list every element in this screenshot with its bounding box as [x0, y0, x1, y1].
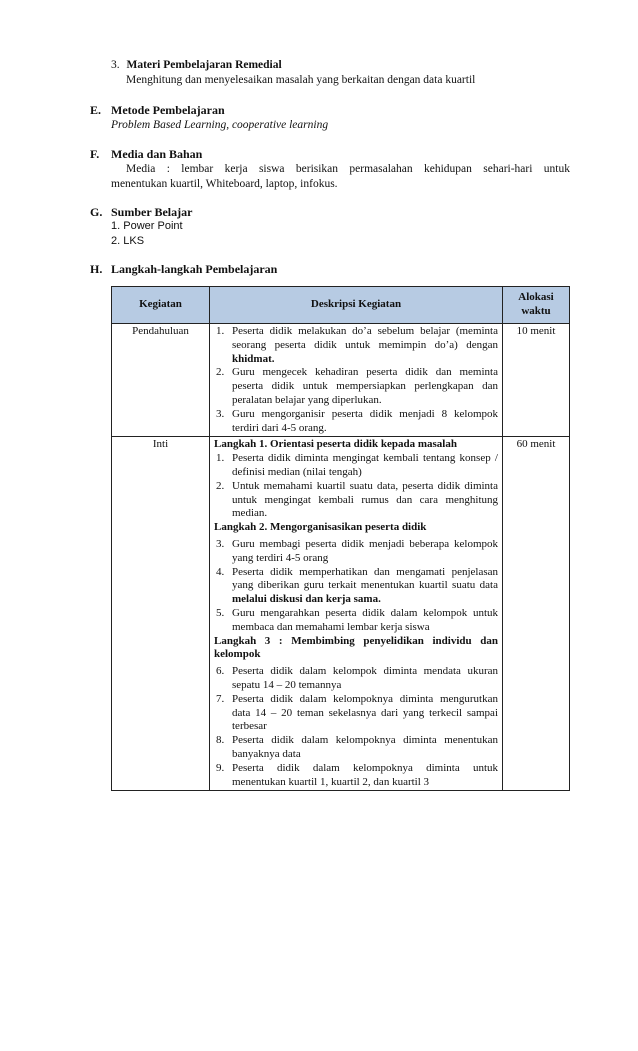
item-number: 1. — [216, 452, 225, 465]
list-item — [214, 665, 498, 693]
section-h-letter: H. — [90, 262, 103, 276]
item-text: Guru membagi peserta didik menjadi beberapa kelompok yang terdiri 4-5 orang — [232, 537, 498, 564]
item-number: 4. — [216, 565, 225, 578]
item-text: Guru mengarahkan peserta didik dalam kelompok untuk membaca dan memahami lembar kerja siswa — [232, 606, 498, 633]
activity-label: Inti — [152, 438, 169, 451]
list-item — [214, 366, 498, 407]
item-bold-text: melalui diskusi dan kerja sama. — [232, 593, 381, 606]
list-item — [214, 734, 498, 762]
source-list-item — [111, 219, 183, 233]
step-2-heading: Langkah 2. Mengorganisasikan peserta didik — [214, 521, 427, 534]
item-number: 9. — [216, 761, 225, 774]
table-header-row — [112, 287, 570, 324]
section-3-number: 3. — [111, 59, 120, 71]
list-item — [214, 762, 498, 790]
source-text: LKS — [123, 235, 145, 247]
table-row-inti — [112, 437, 570, 791]
section-3-heading — [111, 58, 282, 72]
learning-steps-table — [111, 286, 570, 791]
header-deskripsi: Deskripsi Kegiatan — [210, 287, 503, 324]
section-f-letter: F. — [90, 147, 100, 161]
section-h-title: Langkah-langkah Pembelajaran — [111, 262, 278, 276]
table-row-pendahuluan — [112, 324, 570, 437]
list-item — [214, 408, 498, 436]
item-number: 5. — [216, 606, 225, 619]
item-number: 3. — [216, 407, 225, 420]
list-item — [214, 607, 498, 635]
list-item — [214, 538, 498, 566]
item-text: Peserta didik memperhatikan dan mengamati penjelasan yang diberikan guru terkait menentukan kuartil suatu data — [232, 565, 498, 592]
time-allocation: 10 menit — [516, 325, 556, 337]
item-number: 8. — [216, 734, 225, 747]
item-number: 7. — [216, 692, 225, 705]
item-text: Peserta didik dalam kelompoknya diminta mengurutkan data 14 – 20 teman sekelasnya dari yang terkecil sampai terbesar — [232, 692, 498, 733]
item-number: 3. — [216, 537, 225, 550]
item-number: 2. — [216, 366, 225, 379]
header-alokasi: Alokasi waktu — [503, 287, 570, 324]
item-text: Untuk memahami kuartil suatu data, peserta didik diminta untuk mengingat kembali rumus dan cara menghitung median. — [232, 479, 498, 520]
list-item — [214, 325, 498, 366]
item-number: 1. — [216, 325, 225, 337]
item-number: 2. — [216, 479, 225, 492]
step-1-heading: Langkah 1. Orientasi peserta didik kepada masalah — [214, 438, 457, 451]
section-3-text: Menghitung dan menyelesaikan masalah yang berkaitan dengan data kuartil — [126, 74, 476, 86]
item-bold-text: khidmat. — [232, 352, 275, 365]
list-item — [214, 566, 498, 607]
section-f-text-line2: menentukan kuartil, Whiteboard, laptop, infokus. — [111, 178, 338, 190]
item-text: Peserta didik diminta mengingat kembali tentang konsep / definisi median (nilai tengah) — [232, 452, 498, 478]
section-e-letter: E. — [90, 103, 102, 117]
header-kegiatan: Kegiatan — [112, 287, 210, 324]
section-e-title: Metode Pembelajaran — [111, 103, 225, 117]
activity-label: Pendahuluan — [132, 325, 189, 337]
item-text: Peserta didik melakukan do’a sebelum belajar (meminta seorang peserta didik untuk memimpin do’a) dengan — [232, 325, 498, 351]
item-text: Peserta didik dalam kelompok diminta mendata ukuran sepatu 14 – 20 temannya — [232, 665, 498, 691]
source-number: 1. — [111, 220, 121, 232]
list-item — [214, 693, 498, 734]
time-allocation: 60 menit — [516, 438, 556, 451]
item-text: Guru mengecek kehadiran peserta didik dan meminta peserta didik untuk mempersiapkan perlengkapan dan peralatan belajar yang diperlukan. — [232, 366, 498, 406]
item-text: Guru mengorganisir peserta didik menjadi 8 kelompok terdiri dari 4-5 orang. — [232, 407, 498, 434]
item-text: Peserta didik dalam kelompoknya diminta untuk menentukan kuartil 1, kuartil 2, dan kuartil 3 — [232, 761, 498, 788]
source-number: 2. — [111, 235, 121, 247]
list-item — [214, 480, 498, 521]
section-3-title: Materi Pembelajaran Remedial — [126, 59, 282, 71]
section-f-title: Media dan Bahan — [111, 147, 203, 161]
step-3-heading: Langkah 3 : Membimbing penyelidikan individu dan kelompok — [214, 634, 498, 661]
item-number: 6. — [216, 665, 225, 678]
item-text: Peserta didik dalam kelompoknya diminta menentukan banyaknya data — [232, 734, 498, 760]
section-f-text-line1: Media : lembar kerja siswa berisikan permasalahan kehidupan sehari-hari untuk — [126, 163, 570, 175]
section-g-title: Sumber Belajar — [111, 205, 193, 219]
section-g-letter: G. — [90, 205, 103, 219]
source-text: Power Point — [123, 220, 183, 232]
list-item — [214, 452, 498, 480]
section-e-text: Problem Based Learning, cooperative learning — [111, 119, 329, 131]
source-list-item — [111, 234, 144, 248]
